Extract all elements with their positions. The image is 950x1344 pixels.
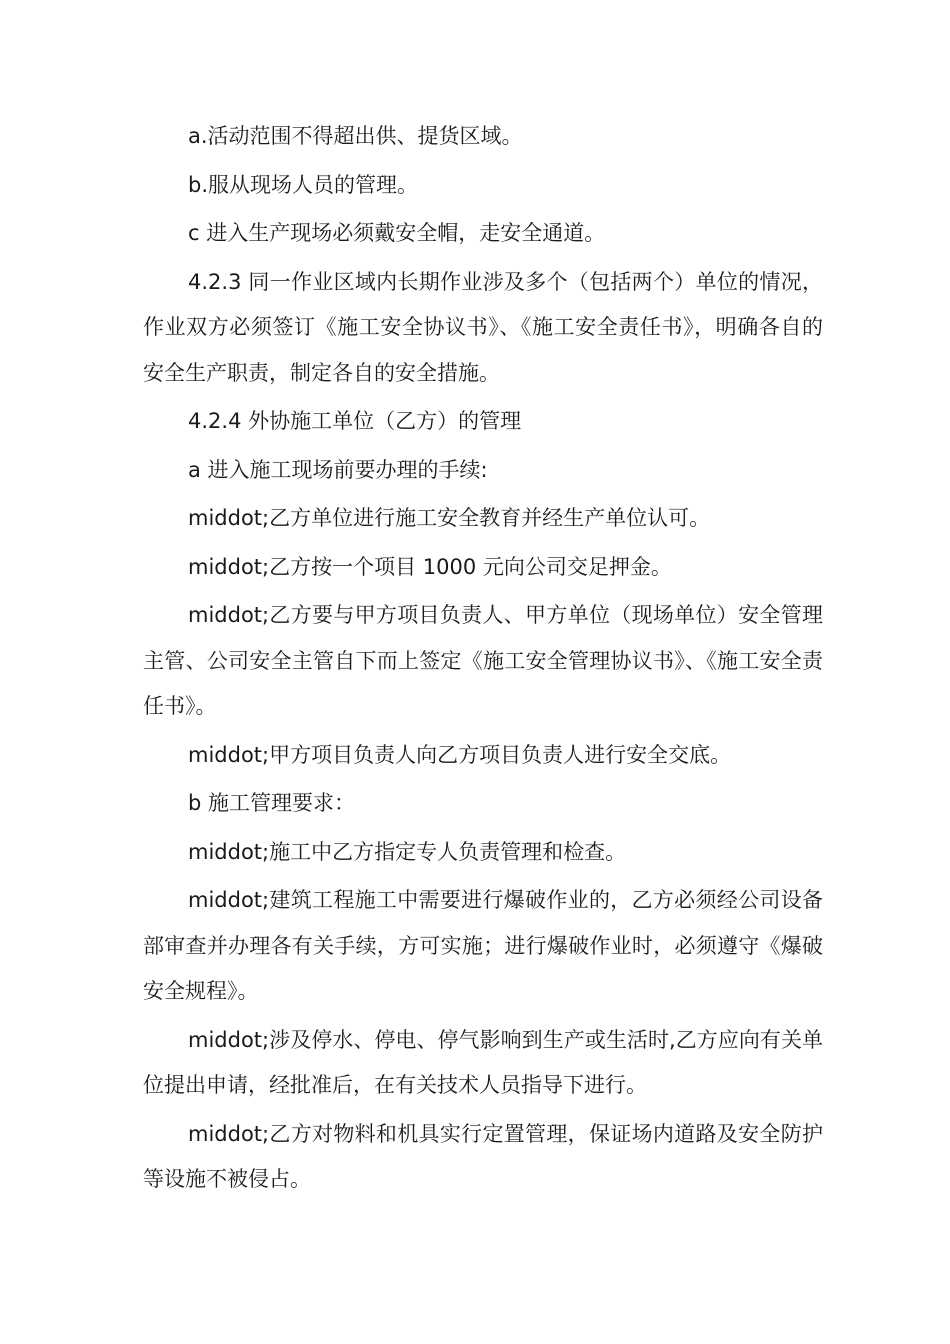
paragraph-obey-staff: b.服从现场人员的管理。	[188, 172, 419, 197]
list-item-utility-shutdown: middot;涉及停水、停电、停气影响到生产或生活时,乙方应向有关单位提出申请，经批准后，在有关技术人员指导下进行。	[143, 1027, 823, 1097]
paragraph-4-2-3: 4.2.3 同一作业区域内长期作业涉及多个（包括两个）单位的情况，作业双方必须签订《施工安全协议书》、《施工安全责任书》，明确各自的安全生产职责，制定各自的安全措施。	[143, 269, 823, 385]
document-body	[143, 114, 823, 1206]
list-item-safety-education: middot;乙方单位进行施工安全教育并经生产单位认可。	[188, 506, 711, 530]
paragraph-activity-range: a.活动范围不得超出供、提货区域。	[188, 124, 523, 148]
list-item-safety-briefing: middot;甲方项目负责人向乙方项目负责人进行安全交底。	[188, 742, 732, 767]
heading-4-2-4: 4.2.4 外协施工单位（乙方）的管理	[188, 409, 522, 433]
paragraph-safety-helmet: c 进入生产现场必须戴安全帽，走安全通道。	[188, 221, 606, 245]
list-item-deposit: middot;乙方按一个项目 1000 元向公司交足押金。	[188, 554, 672, 579]
paragraph-entry-procedures: a 进入施工现场前要办理的手续:	[188, 457, 488, 482]
list-item-material-management: middot;乙方对物料和机具实行定置管理，保证场内道路及安全防护等设施不被侵占。	[143, 1121, 823, 1191]
paragraph-management-requirements: b 施工管理要求：	[188, 791, 356, 815]
list-item-sign-agreements: middot;乙方要与甲方项目负责人、甲方单位（现场单位）安全管理主管、公司安全主管自下而上签定《施工安全管理协议书》、《施工安全责任书》。	[143, 603, 823, 718]
list-item-blasting: middot;建筑工程施工中需要进行爆破作业的，乙方必须经公司设备部审查并办理各有关手续，方可实施；进行爆破作业时，必须遵守《爆破安全规程》。	[143, 888, 823, 1003]
list-item-designated-person: middot;施工中乙方指定专人负责管理和检查。	[188, 839, 627, 864]
